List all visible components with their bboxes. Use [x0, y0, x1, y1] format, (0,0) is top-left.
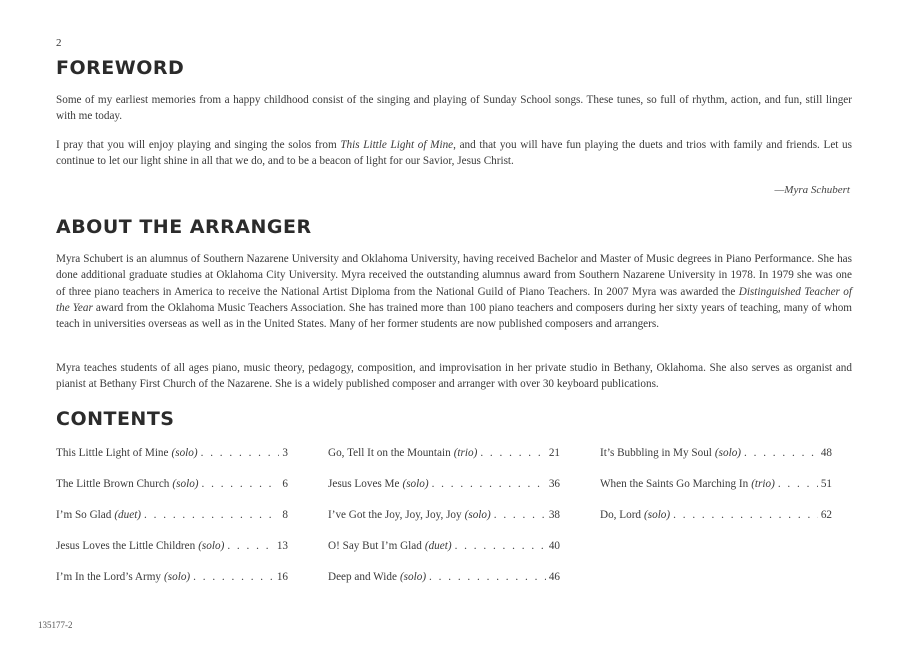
toc-entry[interactable] [328, 571, 560, 602]
toc-entry[interactable] [600, 447, 832, 478]
toc-entry[interactable] [56, 478, 288, 509]
toc-leader [432, 478, 546, 490]
about-paragraph-2: Myra teaches students of all ages piano, music theory, pedagogy, composition, and improvisation in her private studio in Bethany, Oklahoma. She also serves as organist and pianist at Bethany First Church of the Nazarene. She is a widely published composer and arranger with over 30 keyboard publications. [56, 362, 852, 391]
toc-voicing: (solo) [464, 509, 491, 521]
toc-voicing: (solo) [198, 540, 225, 552]
foreword-heading: FOREWORD [56, 57, 185, 79]
toc-page: 38 [548, 509, 560, 521]
toc-leader [193, 571, 274, 583]
toc-title: I’m So Glad [56, 509, 112, 521]
toc-leader [144, 509, 279, 521]
toc-entry[interactable] [56, 571, 288, 602]
toc-voicing: (trio) [751, 478, 775, 490]
toc-voicing: (solo) [402, 478, 429, 490]
toc-leader [744, 447, 818, 459]
toc-title: Deep and Wide [328, 571, 397, 583]
foreword-signature: —Myra Schubert [774, 184, 850, 196]
toc-entry[interactable] [56, 540, 288, 571]
toc-leader [778, 478, 818, 490]
toc-page: 36 [548, 478, 560, 490]
toc-leader [494, 509, 546, 521]
toc-leader [227, 540, 274, 552]
toc-page: 6 [282, 478, 288, 490]
toc-page: 40 [548, 540, 560, 552]
contents-column-3 [600, 447, 832, 540]
toc-page: 62 [820, 509, 832, 521]
toc-page: 8 [282, 509, 288, 521]
toc-leader [201, 447, 280, 459]
toc-leader [202, 478, 280, 490]
toc-page: 46 [548, 571, 560, 583]
toc-page: 51 [820, 478, 832, 490]
toc-title: When the Saints Go Marching In [600, 478, 749, 490]
contents-column-2 [328, 447, 560, 602]
toc-title: Go, Tell It on the Mountain [328, 447, 451, 459]
toc-page: 21 [548, 447, 560, 459]
toc-page: 13 [276, 540, 288, 552]
toc-page: 3 [282, 447, 288, 459]
foreword-p2-text-a: I pray that you will enjoy playing and singing the solos from [56, 139, 341, 151]
toc-entry[interactable] [328, 447, 560, 478]
foreword-paragraph-1: Some of my earliest memories from a happy childhood consist of the singing and playing of Sunday School songs. These tunes, so full of rhythm, action, and fun, still linger with me today. [56, 94, 852, 123]
toc-page: 16 [276, 571, 288, 583]
foreword-p2-text-b: , and that you will have fun playing the duets and trios with family and friends. Let us continue to let our light shine in all that we do, and to be a beacon of light for our Savior, Jesus Christ. [56, 139, 852, 168]
toc-title: The Little Brown Church [56, 478, 170, 490]
toc-title: This Little Light of Mine [56, 447, 169, 459]
toc-title: Jesus Loves the Little Children [56, 540, 196, 552]
award-title: Distinguished Teacher of the Year [56, 285, 852, 314]
contents-heading: CONTENTS [56, 408, 175, 430]
toc-entry[interactable] [56, 447, 288, 478]
toc-voicing: (trio) [453, 447, 478, 459]
about-paragraph-1 [56, 251, 852, 332]
toc-voicing: (duet) [114, 509, 142, 521]
toc-title: Jesus Loves Me [328, 478, 400, 490]
toc-leader [429, 571, 546, 583]
toc-voicing: (solo) [171, 447, 198, 459]
toc-title: O! Say But I’m Glad [328, 540, 422, 552]
toc-title: I’ve Got the Joy, Joy, Joy, Joy [328, 509, 462, 521]
toc-title: I’m In the Lord’s Army [56, 571, 162, 583]
toc-entry[interactable] [328, 509, 560, 540]
toc-voicing: (solo) [172, 478, 199, 490]
book-title: This Little Light of Mine [340, 139, 454, 151]
toc-voicing: (duet) [424, 540, 452, 552]
contents-column-1 [56, 447, 288, 602]
about-p1-text-b: award from the Oklahoma Music Teachers Association. She has trained more than 100 piano teachers and composers during her sixty years of teaching, many of whom teach in universities overseas as well as in the United States. Many of her former students are now published composers and arrangers. [56, 301, 852, 331]
toc-entry[interactable] [328, 540, 560, 571]
toc-entry[interactable] [328, 478, 560, 509]
toc-leader [673, 509, 818, 521]
toc-page: 48 [820, 447, 832, 459]
toc-voicing: (solo) [164, 571, 191, 583]
about-p1-text-a: Myra Schubert is an alumnus of Southern Nazarene University and Oklahoma University, having received Bachelor and Master of Music degrees in Piano Performance. She has done additional graduate studies at Oklahoma City University. Myra received the outstanding alumnus award from Southern Nazarene University in 1978. In 1979 she was one of three piano teachers in America to receive the National Artist Diploma from the National Guild of Piano Teachers. In 2007 Myra was awarded the [56, 253, 852, 298]
toc-entry[interactable] [600, 509, 832, 540]
toc-leader [480, 447, 546, 459]
page-number: 2 [56, 37, 62, 49]
toc-entry[interactable] [600, 478, 832, 509]
toc-title: It’s Bubbling in My Soul [600, 447, 712, 459]
footer-catalog-code: 135177-2 [38, 620, 73, 630]
toc-leader [455, 540, 546, 552]
toc-entry[interactable] [56, 509, 288, 540]
toc-voicing: (solo) [644, 509, 671, 521]
about-heading: ABOUT THE ARRANGER [56, 216, 312, 238]
toc-title: Do, Lord [600, 509, 642, 521]
toc-voicing: (solo) [714, 447, 742, 459]
toc-voicing: (solo) [399, 571, 427, 583]
foreword-paragraph-2 [56, 137, 852, 170]
